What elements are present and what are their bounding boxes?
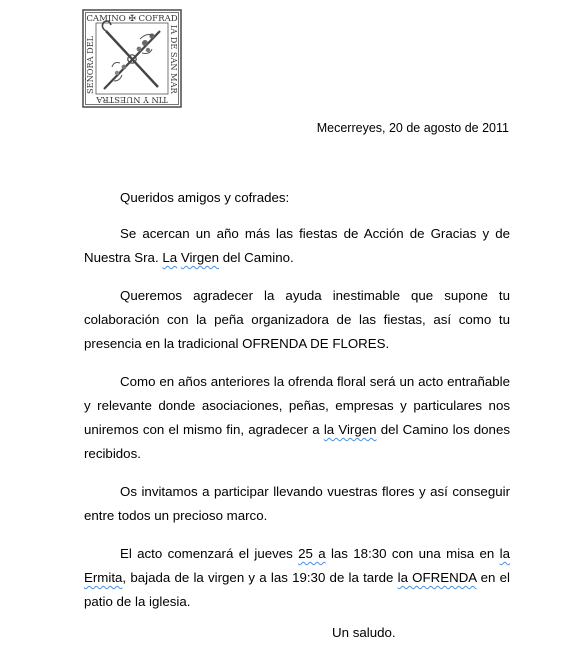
grammar-flag-la-ermita: la Ermita [84, 546, 510, 585]
svg-text:IA DE SAN MAR: IA DE SAN MAR [169, 25, 179, 94]
paragraph-5 [84, 542, 510, 614]
sign-off: Un saludo. [332, 625, 396, 640]
paragraph-3-end: del Camino los dones recibidos. [84, 422, 510, 461]
svg-text:CAMINO ✠ COFRAD: CAMINO ✠ COFRAD [86, 14, 178, 24]
grammar-flag-la-virgen: la Virgen [323, 422, 377, 437]
grammar-flag-25-a: 25 a [298, 546, 326, 561]
paragraph-1-text: Se acercan un año más las fiestas de Acción de Gracias y de Nuestra Sra. [84, 226, 510, 265]
paragraph-5-text: El acto comenzará el jueves [120, 546, 299, 561]
letter-date: Mecerreyes, 20 de agosto de 2011 [316, 121, 509, 135]
grammar-flag-la: La [162, 250, 178, 265]
paragraph-5-text-2: las 18:30 con una misa en [325, 546, 500, 561]
cofradia-seal-logo [82, 9, 182, 108]
svg-text:TIN Y NUESTRA: TIN Y NUESTRA [96, 95, 168, 105]
paragraph-3 [84, 370, 510, 466]
paragraph-4: Os invitamos a participar llevando vuestras flores y así conseguir entre todos un precioso marco. [84, 484, 510, 523]
grammar-flag-virgen: Virgen [180, 250, 220, 265]
svg-text:SEÑORA DEL: SEÑORA DEL [85, 35, 95, 94]
paragraph-3-text: Como en años anteriores la ofrenda floral será un acto entrañable y relevante donde asociaciones, peñas, empresas y particulares nos uniremos con el mismo fin, agradecer a [84, 374, 510, 437]
paragraph-2: Queremos agradecer la ayuda inestimable que supone tu colaboración con la peña organizadora de las fiestas, así como tu presencia en la tradicional OFRENDA DE FLORES. [84, 288, 510, 351]
grammar-flag-la-ofrenda: la OFRENDA [397, 570, 477, 585]
letter-body [84, 186, 510, 614]
paragraph-1-end: del Camino. [219, 250, 294, 265]
paragraph-5-end: en el patio de la iglesia. [84, 570, 510, 609]
greeting: Queridos amigos y cofrades: [120, 190, 290, 205]
paragraph-1 [84, 222, 510, 270]
paragraph-5-text-3: , bajada de la virgen y a las 19:30 de la tarde [122, 570, 398, 585]
